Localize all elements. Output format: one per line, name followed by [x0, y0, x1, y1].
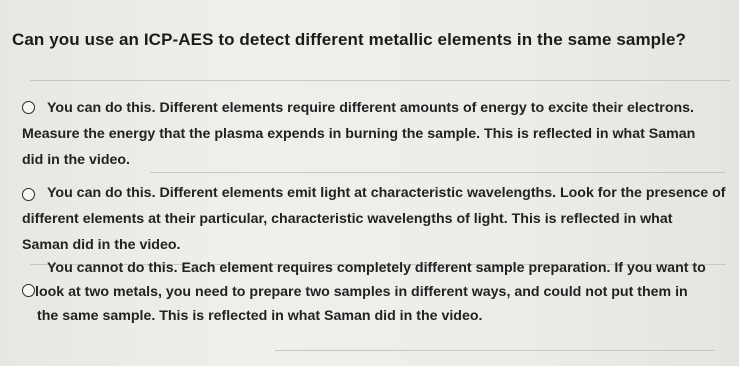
option-3-line-1: You cannot do this. Each element requires completely different sample preparation. If you want to: [47, 260, 706, 276]
answer-option-1-label[interactable]: [22, 95, 722, 173]
option-3-line-2: look at two metals, you need to prepare two samples in different ways, and could not put them in: [35, 284, 688, 300]
radio-button-option-2[interactable]: [22, 188, 35, 201]
answer-option-2-label[interactable]: [22, 180, 726, 258]
option-2-line-3: Saman did in the video.: [22, 237, 181, 253]
divider: [30, 80, 730, 81]
divider: [275, 350, 715, 351]
radio-button-option-3[interactable]: [22, 284, 35, 297]
option-1-line-3: did in the video.: [22, 152, 130, 168]
option-3-line-3: the same sample. This is reflected in what Saman did in the video.: [37, 308, 483, 324]
answer-option-3-label[interactable]: [35, 256, 722, 328]
radio-button-option-1[interactable]: [22, 101, 35, 114]
option-2-line-2: different elements at their particular, characteristic wavelengths of light. This is reflected in what: [22, 211, 673, 227]
question-text: Can you use an ICP-AES to detect different metallic elements in the same sample?: [12, 30, 687, 49]
option-2-line-1: You can do this. Different elements emit light at characteristic wavelengths. Look for the presence of: [47, 185, 726, 201]
option-1-line-2: Measure the energy that the plasma expends in burning the sample. This is reflected in what Saman: [22, 126, 696, 142]
option-1-line-1: You can do this. Different elements require different amounts of energy to excite their electrons.: [47, 100, 694, 116]
divider: [150, 172, 725, 173]
